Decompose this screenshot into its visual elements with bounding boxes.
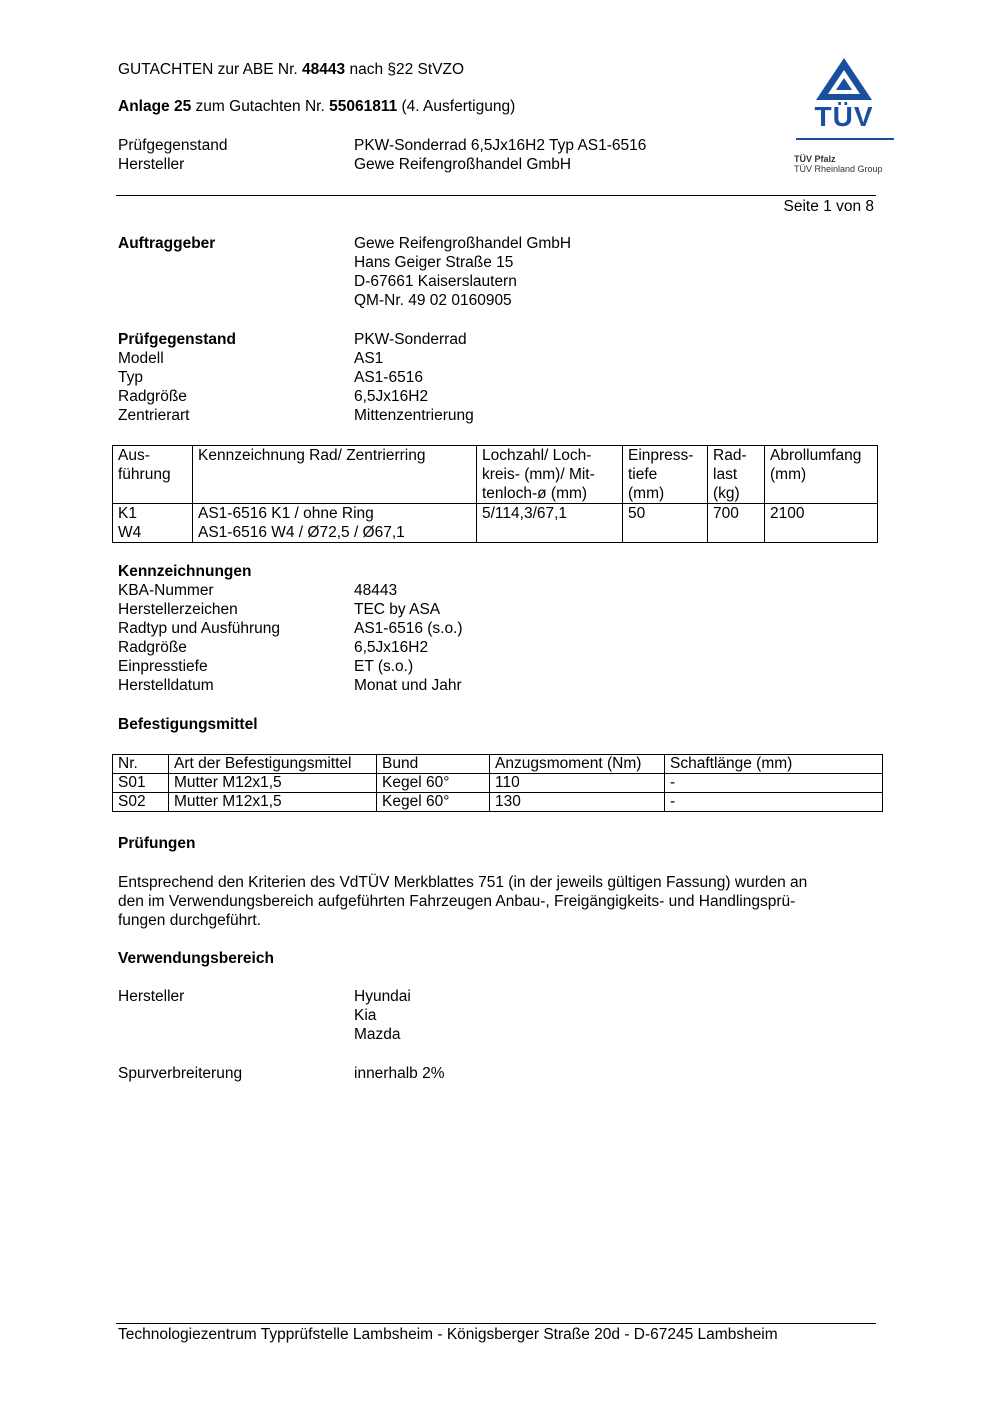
verwendungsbereich-heading: Verwendungsbereich <box>118 950 274 967</box>
value: AS1 <box>354 350 384 367</box>
cell-einpresstiefe: 50 <box>623 504 708 543</box>
address-line: D-67661 Kaiserslautern <box>354 273 517 290</box>
value: PKW-Sonderrad 6,5Jx16H2 Typ AS1-6516 <box>354 137 647 154</box>
pruefungen-paragraph <box>118 873 807 930</box>
ausfuehrung-table <box>112 445 878 543</box>
label: Radgröße <box>118 639 187 656</box>
abe-number: 48443 <box>302 61 346 78</box>
header-cell: Bund <box>377 755 490 774</box>
table-cell: Mutter M12x1,5 <box>169 793 377 812</box>
value: 6,5Jx16H2 <box>354 388 429 405</box>
cell-ausfuehrung <box>113 504 193 543</box>
label: Modell <box>118 350 164 367</box>
table-cell: - <box>665 774 883 793</box>
header-cell <box>477 446 623 504</box>
value: 6,5Jx16H2 <box>354 639 429 656</box>
header-cell <box>765 446 878 504</box>
cell-text: K1 <box>118 505 137 522</box>
cell-text: W4 <box>118 524 142 541</box>
logo-rule <box>796 138 894 140</box>
address-line: Hans Geiger Straße 15 <box>354 254 514 271</box>
value: innerhalb 2% <box>354 1065 445 1082</box>
table-header-row <box>113 446 878 504</box>
value: Monat und Jahr <box>354 677 462 694</box>
header-cell <box>193 446 477 504</box>
label: Radtyp und Ausführung <box>118 620 281 637</box>
table-cell: S01 <box>113 774 169 793</box>
gutachten-title <box>118 60 464 79</box>
header-cell: Schaftlänge (mm) <box>665 755 883 774</box>
table-row <box>113 504 878 543</box>
label: Herstelldatum <box>118 677 214 694</box>
table-cell: S02 <box>113 793 169 812</box>
paragraph-line: den im Verwendungsbereich aufgeführten Fahrzeugen Anbau-, Freigängigkeits- und Handlingsprü- <box>118 893 796 910</box>
header-divider <box>116 195 876 196</box>
tuev-logo <box>794 56 898 180</box>
triangle-icon <box>794 56 898 104</box>
label: Zentrierart <box>118 407 190 424</box>
table-row <box>113 793 883 812</box>
gutachten-prefix: GUTACHTEN zur ABE Nr. <box>118 61 298 78</box>
list-item: Hyundai <box>354 988 411 1005</box>
header-cell: Art der Befestigungsmittel <box>169 755 377 774</box>
befestigung-heading: Befestigungsmittel <box>118 716 258 733</box>
list-item: Kia <box>354 1007 377 1024</box>
pruefungen-heading: Prüfungen <box>118 835 196 852</box>
header-text: führung <box>118 466 171 483</box>
paragraph-line: Entsprechend den Kriterien des VdTÜV Merkblattes 751 (in der jeweils gültigen Fassung) wurden an <box>118 874 808 891</box>
value: AS1-6516 <box>354 369 423 386</box>
header-text: tenloch-ø (mm) <box>482 485 588 502</box>
auftraggeber-address <box>354 234 571 310</box>
label: Hersteller <box>118 156 185 173</box>
value: PKW-Sonderrad <box>354 331 467 348</box>
header-text: Lochzahl/ Loch- <box>482 447 592 464</box>
header-cell: Nr. <box>113 755 169 774</box>
header-cell: Anzugsmoment (Nm) <box>490 755 665 774</box>
auftraggeber-heading: Auftraggeber <box>118 235 216 252</box>
header-text: Abrollumfang <box>770 447 862 464</box>
value: Gewe Reifengroßhandel GmbH <box>354 156 572 173</box>
table-cell: 130 <box>490 793 665 812</box>
cell-text: AS1-6516 W4 / Ø72,5 / Ø67,1 <box>198 524 405 541</box>
header-text: Einpress- <box>628 447 694 464</box>
tuev-brand: TÜV <box>814 101 874 132</box>
table-cell: Kegel 60° <box>377 793 490 812</box>
header-text: tiefe <box>628 466 658 483</box>
footer-divider <box>116 1323 876 1324</box>
label: Hersteller <box>118 988 185 1005</box>
anlage-label: Anlage 25 <box>118 98 192 115</box>
anlage-mid: zum Gutachten Nr. <box>195 98 325 115</box>
table-cell: - <box>665 793 883 812</box>
logo-line2: TÜV Rheinland Group <box>794 164 883 174</box>
header-text: kreis- (mm)/ Mit- <box>482 466 595 483</box>
header-text: Rad- <box>713 447 747 464</box>
header-text: last <box>713 466 738 483</box>
header-text: (mm) <box>770 466 807 483</box>
header-cell <box>113 446 193 504</box>
anlage-suffix: (4. Ausfertigung) <box>401 98 516 115</box>
kennzeichnungen-heading: Kennzeichnungen <box>118 563 252 580</box>
header-text: (mm) <box>628 485 665 502</box>
header-cell <box>708 446 765 504</box>
cell-lochzahl: 5/114,3/67,1 <box>477 504 623 543</box>
list-item: Mazda <box>354 1026 401 1043</box>
label: Einpresstiefe <box>118 658 208 675</box>
cell-kennzeichnung <box>193 504 477 543</box>
table-header-row <box>113 755 883 774</box>
header-text: (kg) <box>713 485 740 502</box>
label: Typ <box>118 369 143 386</box>
label: Spurverbreiterung <box>118 1065 243 1082</box>
value: ET (s.o.) <box>354 658 414 675</box>
page-info: Seite 1 von 8 <box>783 198 874 215</box>
manufacturer-list <box>354 987 411 1044</box>
table-cell: 110 <box>490 774 665 793</box>
anlage-line <box>118 97 515 116</box>
header-text: Aus- <box>118 447 150 464</box>
gutachten-number: 55061811 <box>329 98 398 115</box>
pruefgegenstand-heading: Prüfgegenstand <box>118 331 236 348</box>
paragraph-line: fungen durchgeführt. <box>118 912 262 929</box>
cell-text: AS1-6516 K1 / ohne Ring <box>198 505 374 522</box>
value: TEC by ASA <box>354 601 441 618</box>
befestigung-table <box>112 754 883 812</box>
address-line: QM-Nr. 49 02 0160905 <box>354 292 512 309</box>
label: Radgröße <box>118 388 187 405</box>
label: KBA-Nummer <box>118 582 214 599</box>
table-row <box>113 774 883 793</box>
table-cell: Mutter M12x1,5 <box>169 774 377 793</box>
footer-text: Technologiezentrum Typprüfstelle Lambsheim - Königsberger Straße 20d - D-67245 Lambsheim <box>118 1326 778 1343</box>
label: Prüfgegenstand <box>118 137 228 154</box>
value: Mittenzentrierung <box>354 407 474 424</box>
logo-line1: TÜV Pfalz <box>794 154 836 164</box>
value: AS1-6516 (s.o.) <box>354 620 463 637</box>
gutachten-suffix: nach §22 StVZO <box>349 61 465 78</box>
label: Herstellerzeichen <box>118 601 238 618</box>
value: 48443 <box>354 582 398 599</box>
cell-abrollumfang: 2100 <box>765 504 878 543</box>
header-cell <box>623 446 708 504</box>
address-line: Gewe Reifengroßhandel GmbH <box>354 235 572 252</box>
cell-radlast: 700 <box>708 504 765 543</box>
header-text: Kennzeichnung Rad/ Zentrierring <box>198 447 426 464</box>
table-cell: Kegel 60° <box>377 774 490 793</box>
